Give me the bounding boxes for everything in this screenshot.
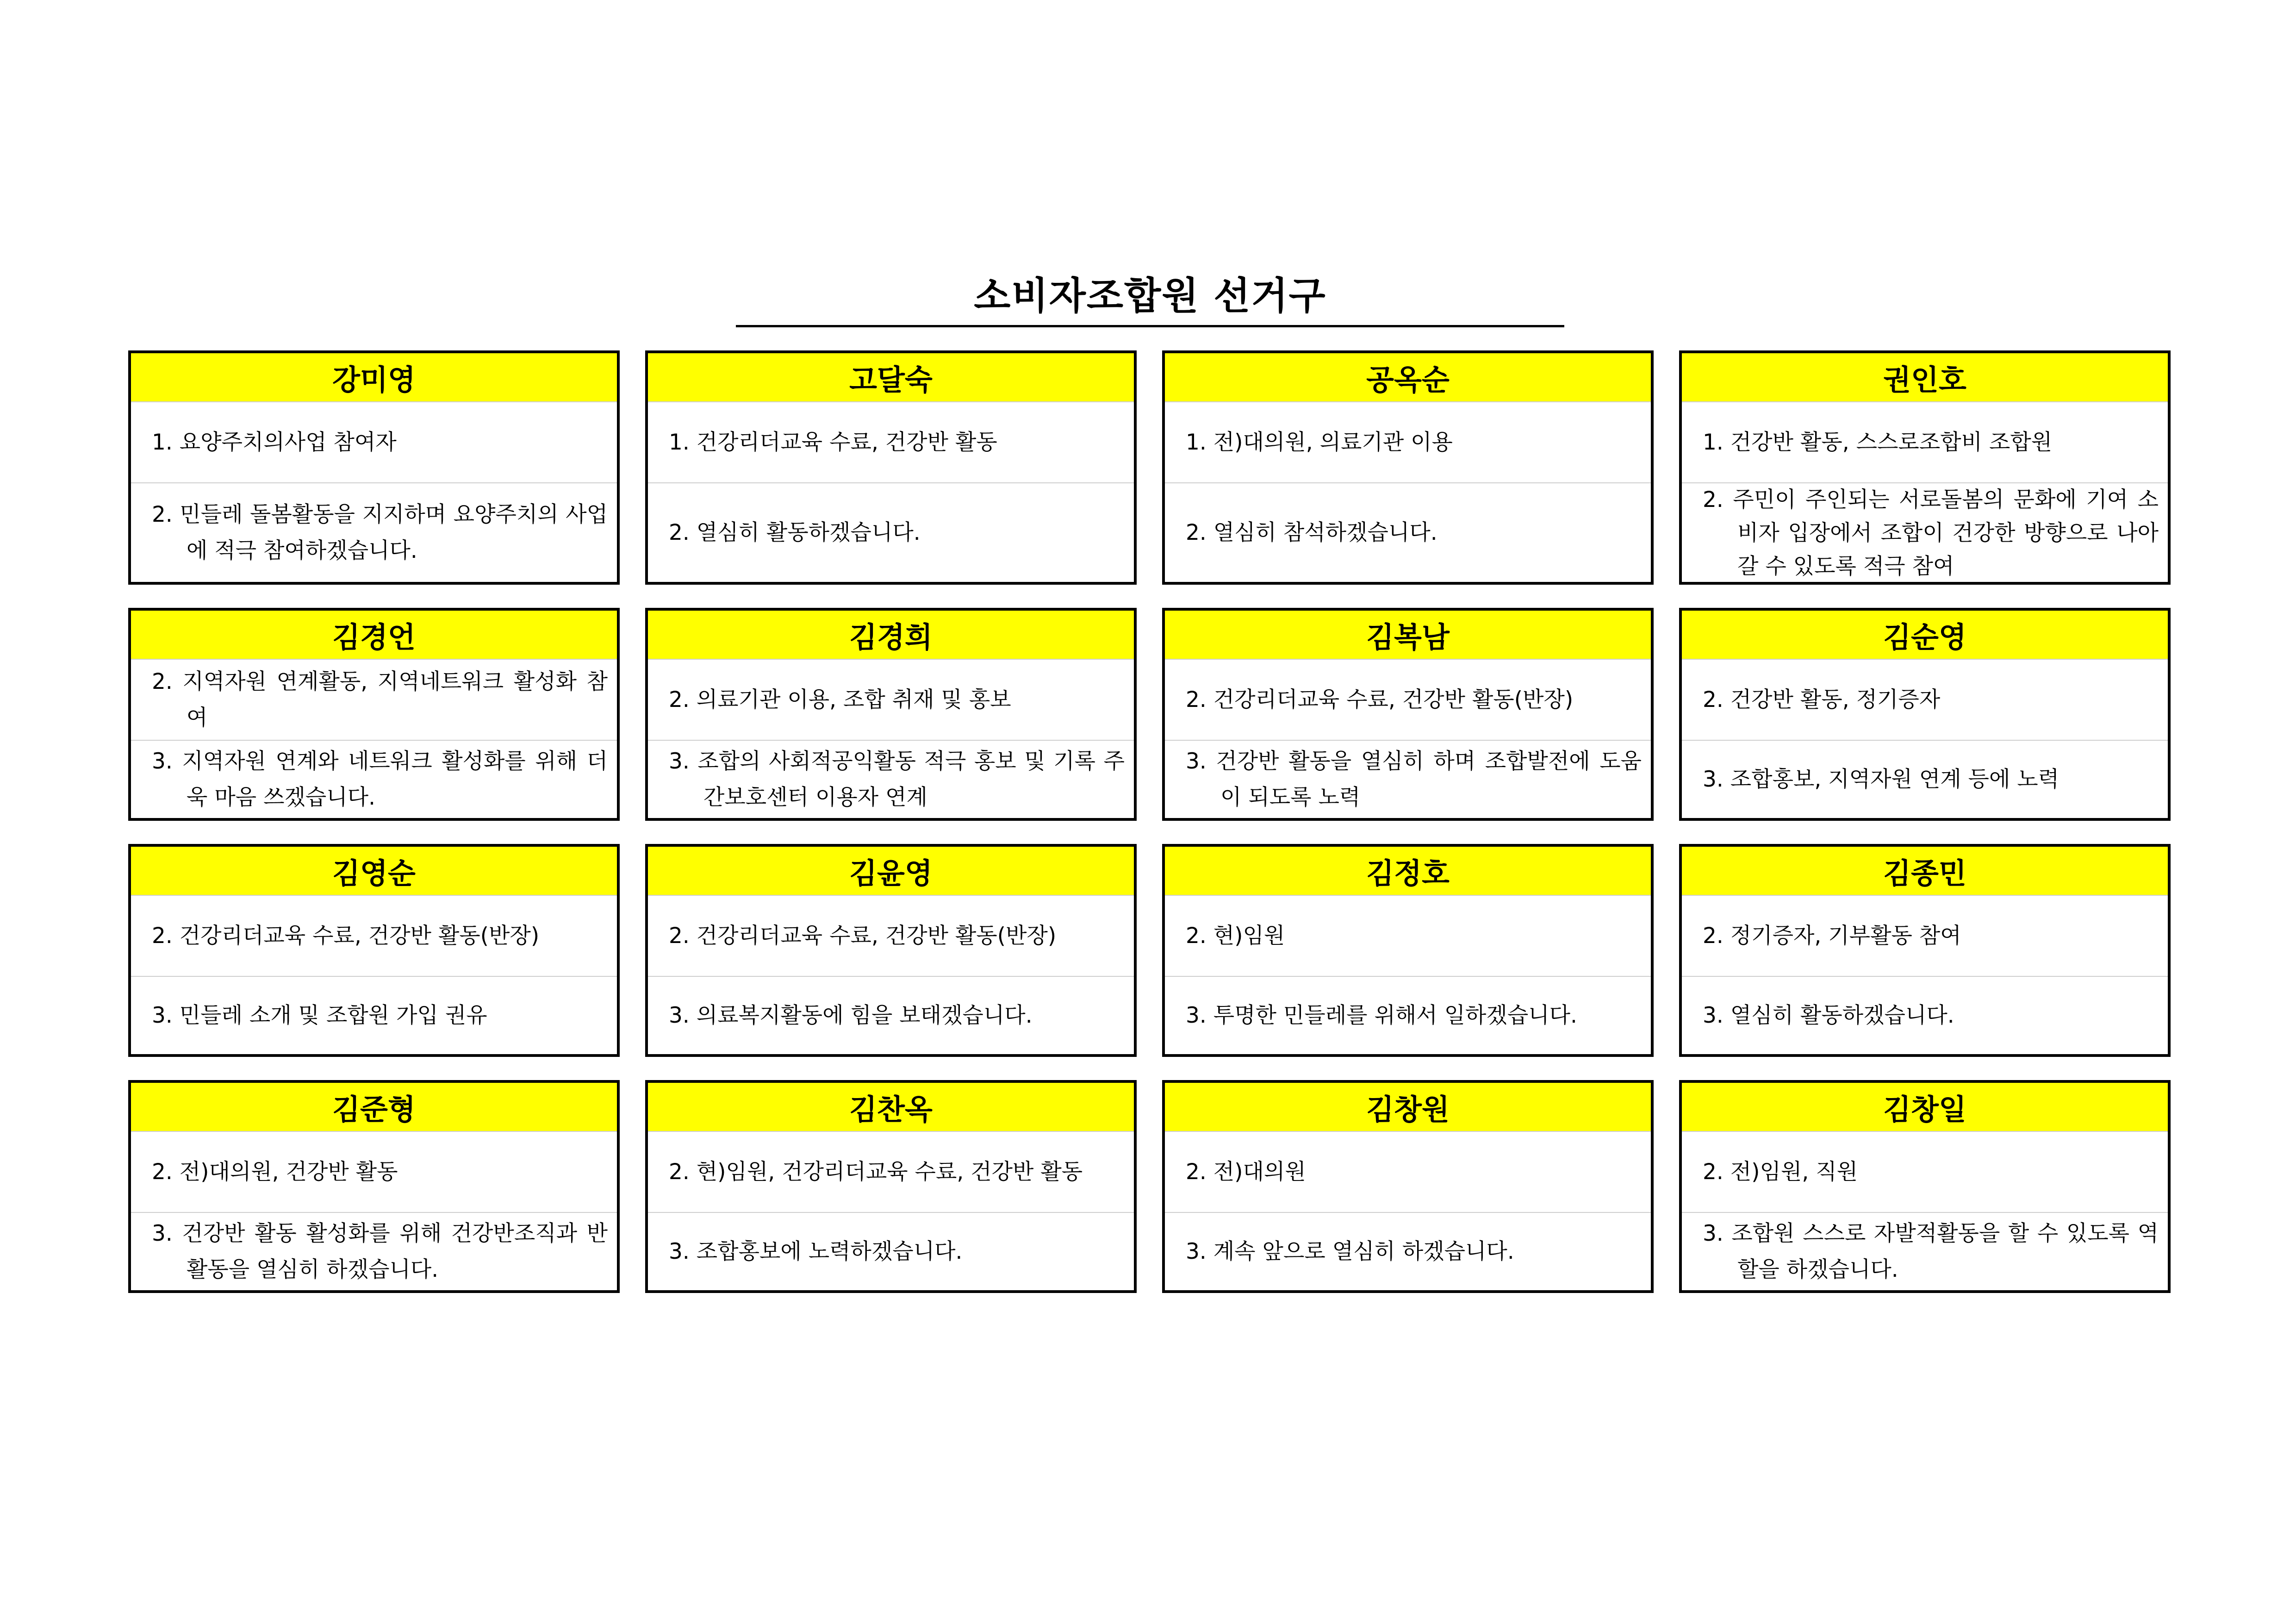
candidate-name: 권인호 xyxy=(1682,353,2168,402)
candidate-card xyxy=(1162,608,1654,821)
candidate-card xyxy=(645,608,1137,821)
page-title: 소비자조합원 선거구 xyxy=(974,274,1326,318)
candidate-pledge: 2. 주민이 주인되는 서로돌봄의 문화에 기여 소비자 입장에서 조합이 건강한 방향으로 나아갈 수 있도록 적극 참여 xyxy=(1703,487,2159,579)
candidate-pledge: 3. 조합원 스스로 자발적활동을 할 수 있도록 역할을 하겠습니다. xyxy=(1703,1220,2159,1282)
candidate-name: 고달숙 xyxy=(648,353,1134,402)
candidate-pledge: 2. 열심히 활동하겠습니다. xyxy=(669,519,921,545)
candidate-name: 김준형 xyxy=(131,1083,617,1132)
candidate-pledge: 3. 민들레 소개 및 조합원 가입 권유 xyxy=(152,1002,487,1028)
candidate-career: 1. 요양주치의사업 참여자 xyxy=(131,402,617,483)
candidate-career: 2. 현)임원, 건강리더교육 수료, 건강반 활동 xyxy=(648,1132,1134,1213)
candidate-card xyxy=(128,608,620,821)
candidate-name: 김순영 xyxy=(1682,611,2168,660)
candidate-name: 김윤영 xyxy=(648,847,1134,896)
candidate-name: 공옥순 xyxy=(1165,353,1651,402)
candidate-grid xyxy=(128,350,2171,1290)
candidate-card xyxy=(1162,1080,1654,1293)
candidate-career: 2. 정기증자, 기부활동 참여 xyxy=(1682,896,2168,977)
candidate-card xyxy=(645,350,1137,585)
title-area xyxy=(736,273,1564,329)
candidate-name: 김창일 xyxy=(1682,1083,2168,1132)
candidate-career: 2. 건강리더교육 수료, 건강반 활동(반장) xyxy=(131,896,617,977)
candidate-name: 김경언 xyxy=(131,611,617,660)
candidate-pledge: 3. 조합홍보에 노력하겠습니다. xyxy=(669,1238,963,1264)
candidate-career: 2. 의료기관 이용, 조합 취재 및 홍보 xyxy=(648,660,1134,741)
candidate-pledge: 3. 의료복지활동에 힘을 보태겠습니다. xyxy=(669,1002,1033,1028)
candidate-card xyxy=(645,1080,1137,1293)
candidate-pledge: 3. 건강반 활동 활성화를 위해 건강반조직과 반 활동을 열심히 하겠습니다. xyxy=(152,1220,608,1282)
candidate-name: 김영순 xyxy=(131,847,617,896)
candidate-card xyxy=(1679,350,2171,585)
candidate-name: 김찬옥 xyxy=(648,1083,1134,1132)
candidate-card xyxy=(128,350,620,585)
candidate-card xyxy=(128,844,620,1057)
candidate-career: 2. 현)임원 xyxy=(1165,896,1651,977)
candidate-pledge: 3. 조합의 사회적공익활동 적극 홍보 및 기록 주간보호센터 이용자 연계 xyxy=(669,748,1125,810)
title-underline xyxy=(736,325,1564,327)
candidate-name: 김복남 xyxy=(1165,611,1651,660)
candidate-pledge: 2. 민들레 돌봄활동을 지지하며 요양주치의 사업에 적극 참여하겠습니다. xyxy=(152,501,608,563)
candidate-card xyxy=(1679,1080,2171,1293)
candidate-name: 강미영 xyxy=(131,353,617,402)
candidate-name: 김정호 xyxy=(1165,847,1651,896)
candidate-pledge: 2. 열심히 참석하겠습니다. xyxy=(1186,519,1437,545)
candidate-career: 2. 전)대의원, 건강반 활동 xyxy=(131,1132,617,1213)
candidate-name: 김경희 xyxy=(648,611,1134,660)
candidate-card xyxy=(645,844,1137,1057)
candidate-card xyxy=(1679,608,2171,821)
candidate-card xyxy=(128,1080,620,1293)
candidate-card xyxy=(1162,350,1654,585)
candidate-pledge: 3. 건강반 활동을 열심히 하며 조합발전에 도움이 되도록 노력 xyxy=(1186,748,1642,810)
candidate-name: 김종민 xyxy=(1682,847,2168,896)
candidate-card xyxy=(1162,844,1654,1057)
candidate-career: 1. 건강반 활동, 스스로조합비 조합원 xyxy=(1682,402,2168,483)
candidate-card xyxy=(1679,844,2171,1057)
candidate-pledge: 3. 지역자원 연계와 네트워크 활성화를 위해 더욱 마음 쓰겠습니다. xyxy=(152,748,608,810)
candidate-career: 1. 전)대의원, 의료기관 이용 xyxy=(1165,402,1651,483)
candidate-career: 2. 건강리더교육 수료, 건강반 활동(반장) xyxy=(1165,660,1651,741)
candidate-career: 2. 건강반 활동, 정기증자 xyxy=(1682,660,2168,741)
candidate-career: 2. 전)대의원 xyxy=(1165,1132,1651,1213)
candidate-name: 김창원 xyxy=(1165,1083,1651,1132)
candidate-pledge: 3. 조합홍보, 지역자원 연계 등에 노력 xyxy=(1703,766,2060,792)
candidate-career: 2. 지역자원 연계활동, 지역네트워크 활성화 참여 xyxy=(131,660,617,741)
candidate-pledge: 3. 계속 앞으로 열심히 하겠습니다. xyxy=(1186,1238,1514,1264)
candidate-pledge: 3. 투명한 민들레를 위해서 일하겠습니다. xyxy=(1186,1002,1577,1028)
candidate-career: 2. 건강리더교육 수료, 건강반 활동(반장) xyxy=(648,896,1134,977)
candidate-pledge: 3. 열심히 활동하겠습니다. xyxy=(1703,1002,1954,1028)
candidate-career: 2. 전)임원, 직원 xyxy=(1682,1132,2168,1213)
candidate-career: 1. 건강리더교육 수료, 건강반 활동 xyxy=(648,402,1134,483)
